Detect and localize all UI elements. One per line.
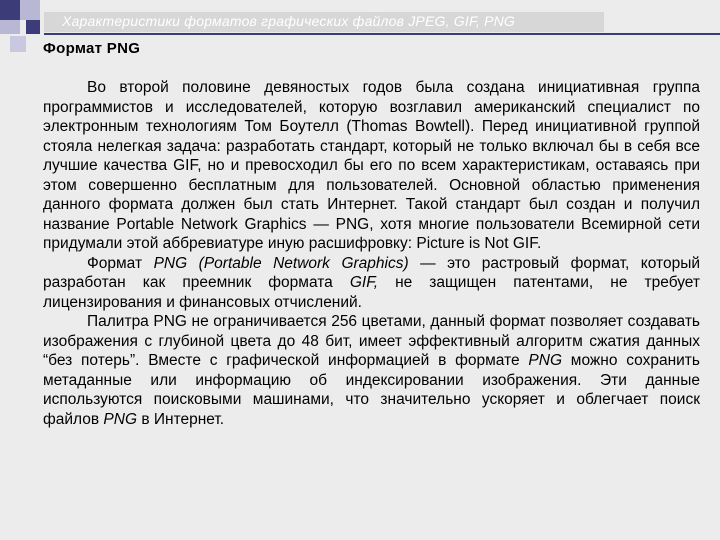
section-heading: Формат PNG: [43, 40, 141, 57]
title-divider: [44, 33, 720, 35]
decor-square-light: [10, 36, 26, 52]
decor-square-light: [0, 20, 20, 34]
slide-title: Характеристики форматов графических файлов JPEG, GIF, PNG: [62, 13, 516, 29]
decor-square-dark: [0, 0, 20, 20]
decor-square-dark: [26, 20, 40, 34]
paragraph-2: Формат PNG (Portable Network Graphics) — это растровый формат, который разработан как преемник формата GIF, не защищен патентами, не требует лицензирования и финансовых отчислений.: [43, 254, 701, 311]
paragraph-1: Во второй половине девяностых годов была создана инициативная группа программистов и исследователей, которую возглавил американский специалист по электронным технологиям Том Боутелл (Thomas Bowtell). Перед инициативной группой стояла нелегкая задача: разработать стандарт, который не только включал бы в себя все лучшие качества GIF, но и превосходил бы его по всем характеристикам, оставаясь при этом совершенно бесплатным для пользователей. Основной областью применения данного формата должен был стать Интернет. Такой стандарт был создан и получил название Portable Network Graphics — PNG, хотя многие пользователи Всемирной сети придумали этой аббревиатуре иную расшифровку: Picture is Not GIF.: [43, 79, 700, 252]
decor-square-light: [20, 0, 40, 20]
paragraph-3: Палитра PNG не ограничивается 256 цветами, данный формат позволяет создавать изображения с глубиной цвета до 48 бит, имеет эффективный алгоритм сжатия данных “без потерь”. Вместе с графической информацией в формате PNG можно сохранить метаданные или информацию об индексировании изображения. Эти данные используются поисковыми машинами, что значительно ускоряет и облегчает поиск файлов PNG в Интернет.: [43, 313, 700, 428]
body-text: [43, 78, 700, 429]
